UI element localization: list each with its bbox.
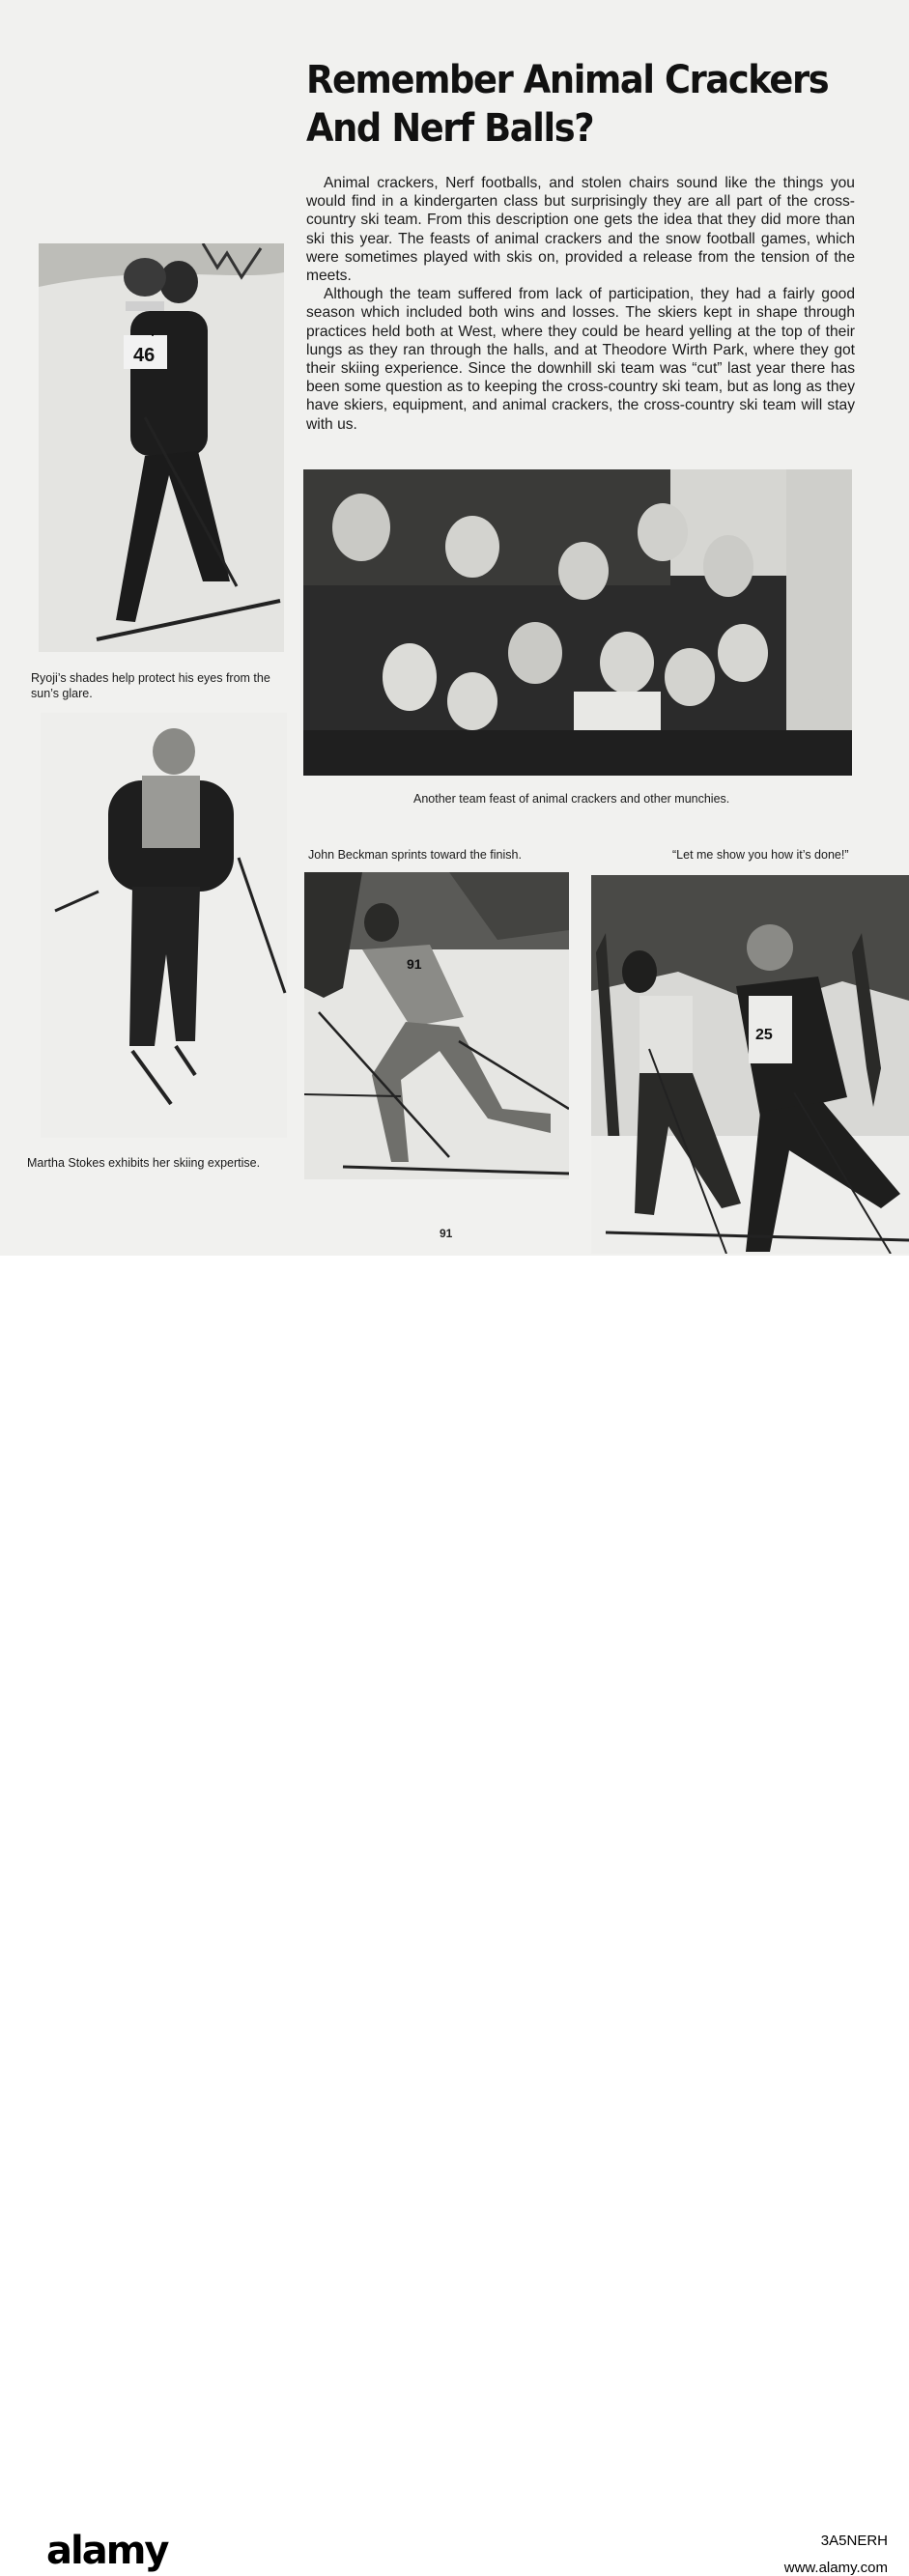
title-line-2: And Nerf Balls? [306,106,594,151]
page-number: 91 [440,1227,453,1240]
watermark-footer [0,1256,909,2576]
paragraph-1: Animal crackers, Nerf footballs, and stolen chairs sound like the things you would find in a kindergarten class but surprisingly they are all part of the cross-country ski team. From this description one gets the idea that they did more than ski this year. The feasts of animal crackers and the snow football games, which were sometimes played with skis on, provided a release from the tension of the meets. [306,175,855,285]
title-line-1: Remember Animal Crackers [306,58,829,102]
yearbook-page [0,0,909,1256]
article-body [306,174,855,434]
image-id: 3A5NERH [820,2533,888,2549]
photo-john-beckman [304,872,569,1179]
photo-team-feast [303,469,852,776]
photo-martha-stokes [41,713,287,1138]
bib-ryoji: 46 [133,345,156,366]
photo-ryoji-skier [39,243,284,652]
bib-john: 91 [407,956,422,972]
caption-letme: “Let me show you how it’s done!” [672,848,849,862]
caption-john: John Beckman sprints toward the finish. [308,848,522,862]
caption-martha: Martha Stokes exhibits her skiing expertise. [27,1156,261,1170]
photo-let-me-show [591,875,909,1254]
paragraph-2: Although the team suffered from lack of participation, they had a fairly good season which included both wins and losses. The skiers kept in shape through practices held both at West, where they could be heard yelling at the top of their lungs as they ran through the halls, and at Theodore Wirth Park, where they got their skiing experience. Since the downhill ski team was “cut” last year there has been some question as to keeping the cross-country ski team, but as long as they have skiers, equipment, and animal crackers, the cross-country ski team will stay with us. [306,286,855,433]
article-title [306,56,829,153]
site-url: www.alamy.com [783,2560,888,2576]
bib-letme: 25 [755,1027,773,1043]
caption-feast: Another team feast of animal crackers and other munchies. [413,792,730,806]
alamy-logo: alamy [46,2529,168,2573]
caption-ryoji: Ryoji’s shades help protect his eyes from the sun’s glare. [31,671,270,700]
